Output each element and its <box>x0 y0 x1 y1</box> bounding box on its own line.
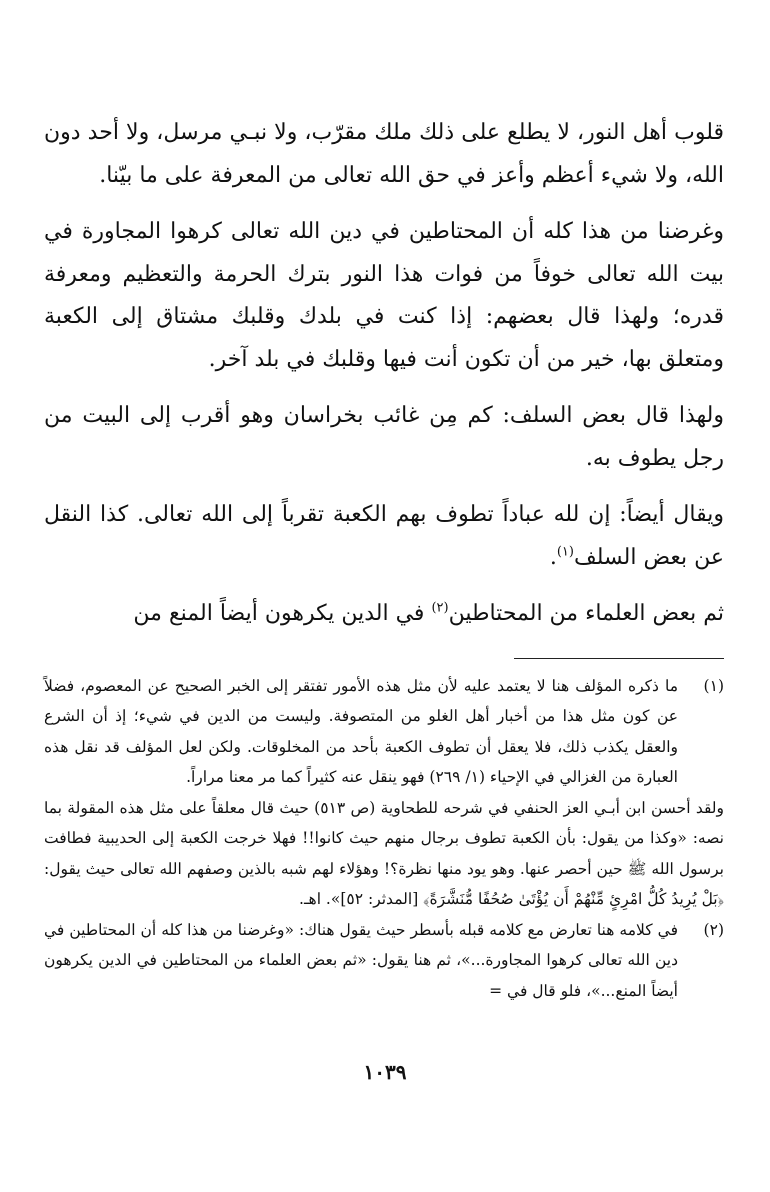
paragraph-text: ويقال أيضاً: إن لله عباداً تطوف بهم الكعبة تقرباً إلى الله تعالى. كذا النقل عن بعض السلف <box>44 502 724 570</box>
footnote-text: ولقد أحسن ابن أبـي العز الحنفي في شرحه للطحاوية (ص ٥١٣) حيث قال معلقاً على مثل هذه المقولة بما نصه: «وكذا من يقول: بأن الكعبة تطوف برجال منهم حيث كانوا!! فهلا خرجت الكعبة إلى الحديبية فطافت برسول الله ﷺ حين أحصر عنها. وهو يود منها نظرة؟! وهؤلاء لهم شبه بالذين وصفهم الله تعالى حيث يقول: ﴿بَلْ يُرِيدُ كُلُّ امْرِئٍ مِّنْهُمْ أَن يُؤْتَىٰ صُحُفًا مُّنَشَّرَةً﴾ [المدثر: ٥٢]». اهـ. <box>44 798 725 908</box>
paragraph <box>44 395 724 480</box>
page-number: ١٠٣٩ <box>363 1060 407 1084</box>
page-content <box>44 112 724 1006</box>
paragraph <box>44 494 724 579</box>
paragraph-text: ثم بعض العلماء من المحتاطين <box>448 601 724 626</box>
footnote-separator <box>514 658 724 659</box>
footnote-body <box>44 915 678 1007</box>
footnotes <box>44 671 724 1007</box>
footnote-number: (٢) <box>703 920 724 939</box>
footnote <box>44 671 724 915</box>
paragraph <box>44 112 724 197</box>
footnote-number: (١) <box>703 676 724 695</box>
footnote-reference: (١) <box>556 544 574 560</box>
footnote <box>44 915 724 1007</box>
paragraph-text-tail: . <box>549 544 557 570</box>
footnote-text: في كلامه هنا تعارض مع كلامه قبله بأسطر حيث يقول هناك: «وغرضنا من هذا كله أن المحتاطين في دين الله تعالى كرهوا المجاورة...»، ثم هنا يقول: «ثم بعض العلماء من المحتاطين في الدين يكرهون أيضاً المنع...»، فلو قال في = <box>44 920 678 1000</box>
paragraph <box>44 211 724 381</box>
paragraph-text: ولهذا قال بعض السلف: كم مِن غائب بخراسان وهو أقرب إلى البيت من رجل يطوف به. <box>44 403 724 471</box>
paragraph-text: قلوب أهل النور، لا يطلع على ذلك ملك مقرّب، ولا نبـي مرسل، ولا أحد دون الله، ولا شيء أعظم وأعز في حق الله تعالى من المعرفة على ما بيّنا. <box>44 120 724 188</box>
footnote-reference: (٢) <box>431 600 449 616</box>
footnote-body <box>44 671 725 915</box>
main-text <box>44 112 724 636</box>
paragraph <box>44 593 724 636</box>
footnote-text: ما ذكره المؤلف هنا لا يعتمد عليه لأن مثل هذه الأمور تفتقر إلى الخبر الصحيح عن المعصوم، فضلاً عن كون مثل هذا من أخبار أهل الغلو من المتصوفة. وليست من الدين في شيء؛ إذ أن الشرع والعقل يكذب ذلك، فلا يعقل أن تطوف الكعبة بأحد من المخلوقات. ولكن لعل المؤلف قد نقل هذه العبارة من الغزالي في الإحياء (١/ ٢٦٩) فهو ينقل عنه كثيراً كما مر معنا مراراً. <box>44 676 678 786</box>
paragraph-text-tail: في الدين يكرهون أيضاً المنع من <box>133 601 432 626</box>
paragraph-text: وغرضنا من هذا كله أن المحتاطين في دين الله تعالى كرهوا المجاورة في بيت الله تعالى خوفاً من فوات هذا النور بترك الحرمة والتعظيم ومعرفة قدره؛ ولهذا قال بعضهم: إذا كنت في بلدك وقلبك مشتاق إلى الكعبة ومتعلق بها، خير من أن تكون أنت فيها وقلبك في بلد آخر. <box>44 219 724 372</box>
